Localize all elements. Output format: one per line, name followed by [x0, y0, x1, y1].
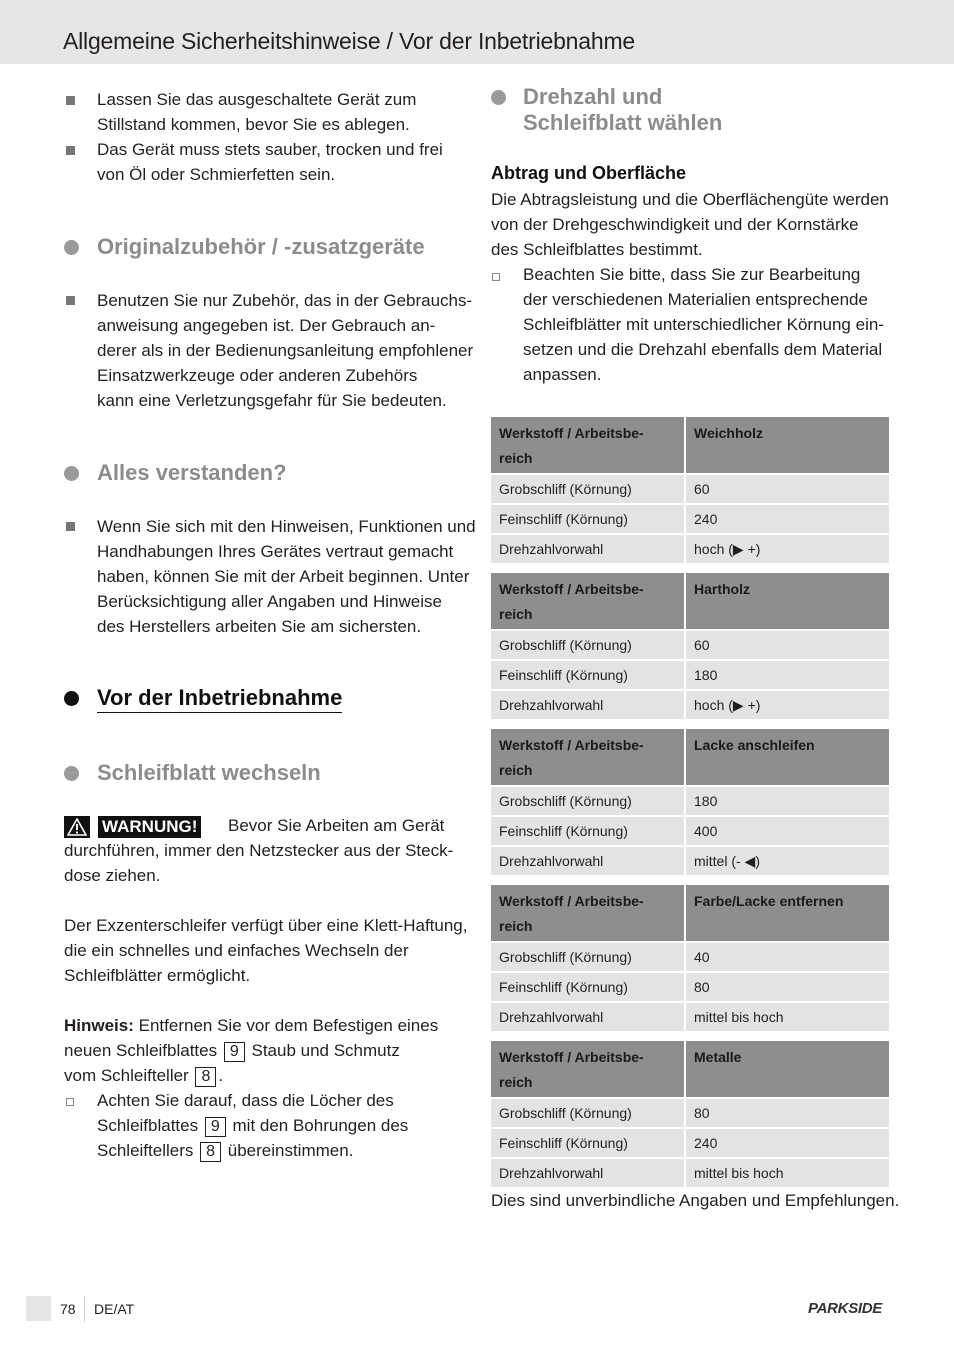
section-heading: Alles verstanden?	[97, 460, 287, 485]
table-header-cell: Farbe/Lacke entfernen	[685, 885, 889, 942]
list-item: Lassen Sie das ausgeschaltete Gerät zum Stillstand kommen, bevor Sie es ablegen.	[97, 90, 417, 134]
section-dot-icon	[64, 466, 79, 481]
bullet-icon	[66, 296, 75, 305]
table-row: Drehzahlvorwahl mittel bis hoch	[491, 1002, 889, 1032]
section-heading: Originalzubehör / -zusatzgeräte	[97, 234, 425, 259]
material-table	[491, 885, 889, 1033]
table-header-cell: Werkstoff / Arbeitsbe- reich	[491, 1041, 685, 1098]
sub-heading: Abtrag und Oberfläche	[491, 163, 687, 183]
hinweis-block: Hinweis: Entfernen Sie vor dem Befestigen eines neuen Schleifblattes 9 Staub und Schmutz vom Schleifteller 8 .	[64, 1016, 439, 1085]
table-row: Feinschliff (Körnung) 240	[491, 504, 889, 534]
warning-label: WARNUNG!	[98, 816, 201, 838]
list-item: Beachten Sie bitte, dass Sie zur Bearbeitung der verschiedenen Materialien entsprechende Schleifblätter mit unterschiedlicher Körnung ein- setzen und die Drehzahl ebenfalls dem Material anpassen.	[523, 265, 884, 384]
material-table	[491, 573, 889, 721]
page-title: Allgemeine Sicherheitshinweise / Vor der Inbetriebnahme	[63, 28, 635, 54]
table-header-cell: Werkstoff / Arbeitsbe- reich	[491, 573, 685, 630]
chapter-heading: Vor der Inbetriebnahme	[97, 685, 342, 713]
section-dot-icon	[64, 766, 79, 781]
footer-divider	[84, 1296, 85, 1322]
table-row: Drehzahlvorwahl hoch (▶ +)	[491, 690, 889, 720]
table-row: Feinschliff (Körnung) 240	[491, 1128, 889, 1158]
section-dot-icon	[491, 90, 506, 105]
reference-number: 9	[205, 1117, 226, 1137]
list-item: Das Gerät muss stets sauber, trocken und frei von Öl oder Schmierfetten sein.	[97, 140, 443, 184]
table-row: Grobschliff (Körnung) 40	[491, 942, 889, 972]
brand-logo: PARKSIDE	[808, 1300, 882, 1317]
language-code: DE/AT	[94, 1301, 135, 1317]
warning-text: Bevor Sie Arbeiten am Gerät	[228, 816, 445, 835]
table-row: Feinschliff (Körnung) 400	[491, 816, 889, 846]
table-header-cell: Werkstoff / Arbeitsbe- reich	[491, 729, 685, 786]
table-header-cell: Weichholz	[685, 417, 889, 474]
list-item: Achten Sie darauf, dass die Löcher des Schleifblattes 9 mit den Bohrungen des Schleiftellers 8 übereinstimmen.	[97, 1091, 409, 1160]
table-header-row	[491, 417, 889, 474]
section-text: Wenn Sie sich mit den Hinweisen, Funktionen und Handhabungen Ihres Gerätes vertraut gemacht haben, können Sie mit der Arbeit beginnen. Unter Berücksichtigung aller Angaben und Hinweise des Herstellers arbeiten Sie am sichersten.	[97, 517, 476, 636]
table-row: Drehzahlvorwahl mittel (- ◀)	[491, 846, 889, 876]
material-table	[491, 417, 889, 565]
table-row: Drehzahlvorwahl hoch (▶ +)	[491, 534, 889, 564]
table-header-cell: Metalle	[685, 1041, 889, 1098]
section-text: Benutzen Sie nur Zubehör, das in der Gebrauchs- anweisung angegeben ist. Der Gebrauch an- derer als in der Bedienungsanleitung empfohlener Einsatzwerkzeuge oder anderen Zubehörs kann eine Verletzungsgefahr für Sie bedeuten.	[97, 291, 474, 410]
table-row: Feinschliff (Körnung) 80	[491, 972, 889, 1002]
paragraph: Die Abtragsleistung und die Oberflächengüte werden von der Drehgeschwindigkeit und der Kornstärke des Schleifblattes bestimmt.	[491, 190, 889, 259]
hinweis-label: Hinweis:	[64, 1016, 134, 1035]
table-header-cell: Werkstoff / Arbeitsbe- reich	[491, 417, 685, 474]
table-row: Grobschliff (Körnung) 60	[491, 630, 889, 660]
table-header-cell: Hartholz	[685, 573, 889, 630]
table-row: Grobschliff (Körnung) 60	[491, 474, 889, 504]
section-dot-icon	[64, 240, 79, 255]
warning-triangle-icon	[64, 816, 90, 838]
table-header-row	[491, 573, 889, 630]
material-table	[491, 1041, 889, 1189]
table-row: Grobschliff (Körnung) 80	[491, 1098, 889, 1128]
footer-marker	[26, 1296, 51, 1321]
disclaimer: Dies sind unverbindliche Angaben und Empfehlungen.	[491, 1191, 900, 1210]
material-table	[491, 729, 889, 877]
checkbox-bullet-icon	[492, 273, 500, 281]
table-header-row	[491, 1041, 889, 1098]
bullet-icon	[66, 522, 75, 531]
table-row: Drehzahlvorwahl mittel bis hoch	[491, 1158, 889, 1188]
section-heading: Schleifblatt wechseln	[97, 760, 321, 785]
bullet-icon	[66, 146, 75, 155]
reference-number: 9	[224, 1042, 245, 1062]
reference-number: 8	[195, 1067, 216, 1087]
paragraph: Der Exzenterschleifer verfügt über eine Klett-Haftung, die ein schnelles und einfaches Wechseln der Schleifblätter ermöglicht.	[64, 916, 468, 985]
checkbox-bullet-icon	[66, 1098, 74, 1106]
table-row: Grobschliff (Körnung) 180	[491, 786, 889, 816]
section-heading: Drehzahl und Schleifblatt wählen	[523, 84, 723, 135]
table-row: Feinschliff (Körnung) 180	[491, 660, 889, 690]
table-header-cell: Lacke anschleifen	[685, 729, 889, 786]
page-number: 78	[60, 1301, 76, 1317]
reference-number: 8	[200, 1142, 221, 1162]
bullet-icon	[66, 96, 75, 105]
table-header-row	[491, 885, 889, 942]
table-header-row	[491, 729, 889, 786]
table-header-cell: Werkstoff / Arbeitsbe- reich	[491, 885, 685, 942]
warning-text: durchführen, immer den Netzstecker aus der Steck- dose ziehen.	[64, 841, 454, 885]
section-dot-icon	[64, 691, 79, 706]
